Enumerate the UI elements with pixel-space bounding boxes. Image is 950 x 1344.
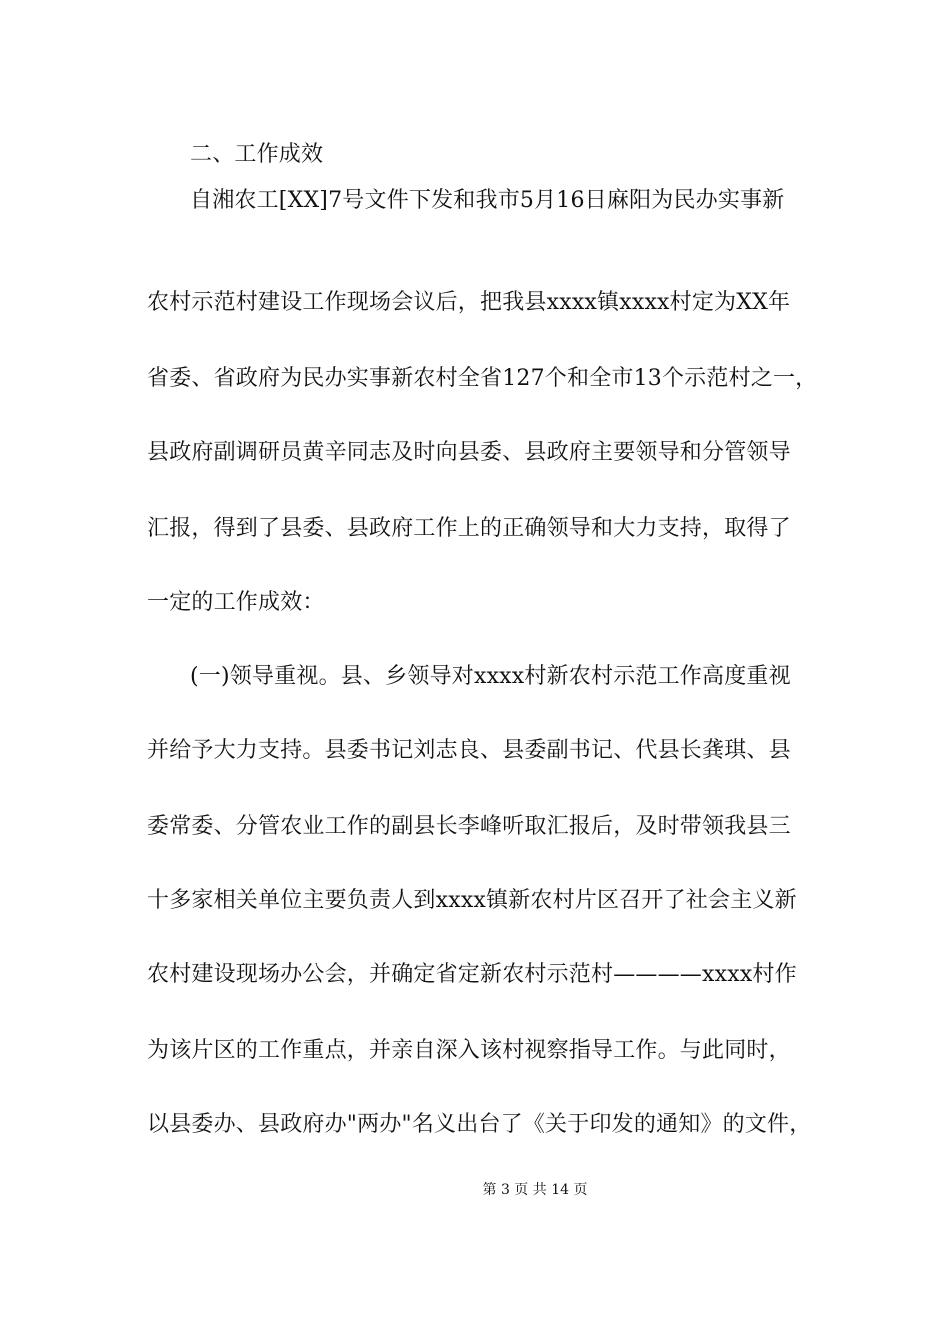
paragraph-line: 自湘农工[XX]7号文件下发和我市5月16日麻阳为民办实事新 bbox=[190, 188, 785, 213]
paragraph-line: 汇报，得到了县委、县政府工作上的正确领导和大力支持，取得了 bbox=[147, 516, 791, 541]
paragraph-line: 县政府副调研员黄辛同志及时向县委、县政府主要领导和分管领导 bbox=[147, 440, 791, 465]
paragraph-line: 十多家相关单位主要负责人到xxxx镇新农村片区召开了社会主义新 bbox=[147, 888, 797, 913]
paragraph-line: 为该片区的工作重点，并亲自深入该村视察指导工作。与此同时， bbox=[147, 1038, 791, 1063]
paragraph-line: 省委、省政府为民办实事新农村全省127个和全市13个示范村之一， bbox=[147, 366, 818, 391]
paragraph-line: (一)领导重视。县、乡领导对xxxx村新农村示范工作高度重视 bbox=[190, 664, 791, 689]
paragraph-line: 一定的工作成效： bbox=[147, 590, 325, 615]
paragraph-line: 委常委、分管农业工作的副县长李峰听取汇报后，及时带领我县三 bbox=[147, 814, 791, 839]
paragraph-line: 并给予大力支持。县委书记刘志良、县委副书记、代县长龚琪、县 bbox=[147, 738, 791, 763]
paragraph-line: 以县委办、县政府办"两办"名义出台了《关于印发的通知》的文件， bbox=[147, 1112, 812, 1137]
paragraph-line: 农村建设现场办公会，并确定省定新农村示范村————xxxx村作 bbox=[147, 962, 797, 987]
paragraph-line: 农村示范村建设工作现场会议后，把我县xxxx镇xxxx村定为XX年 bbox=[147, 290, 791, 315]
section-heading: 二、工作成效 bbox=[190, 142, 324, 167]
page-number-footer: 第 3 页 共 14 页 bbox=[482, 1182, 588, 1198]
